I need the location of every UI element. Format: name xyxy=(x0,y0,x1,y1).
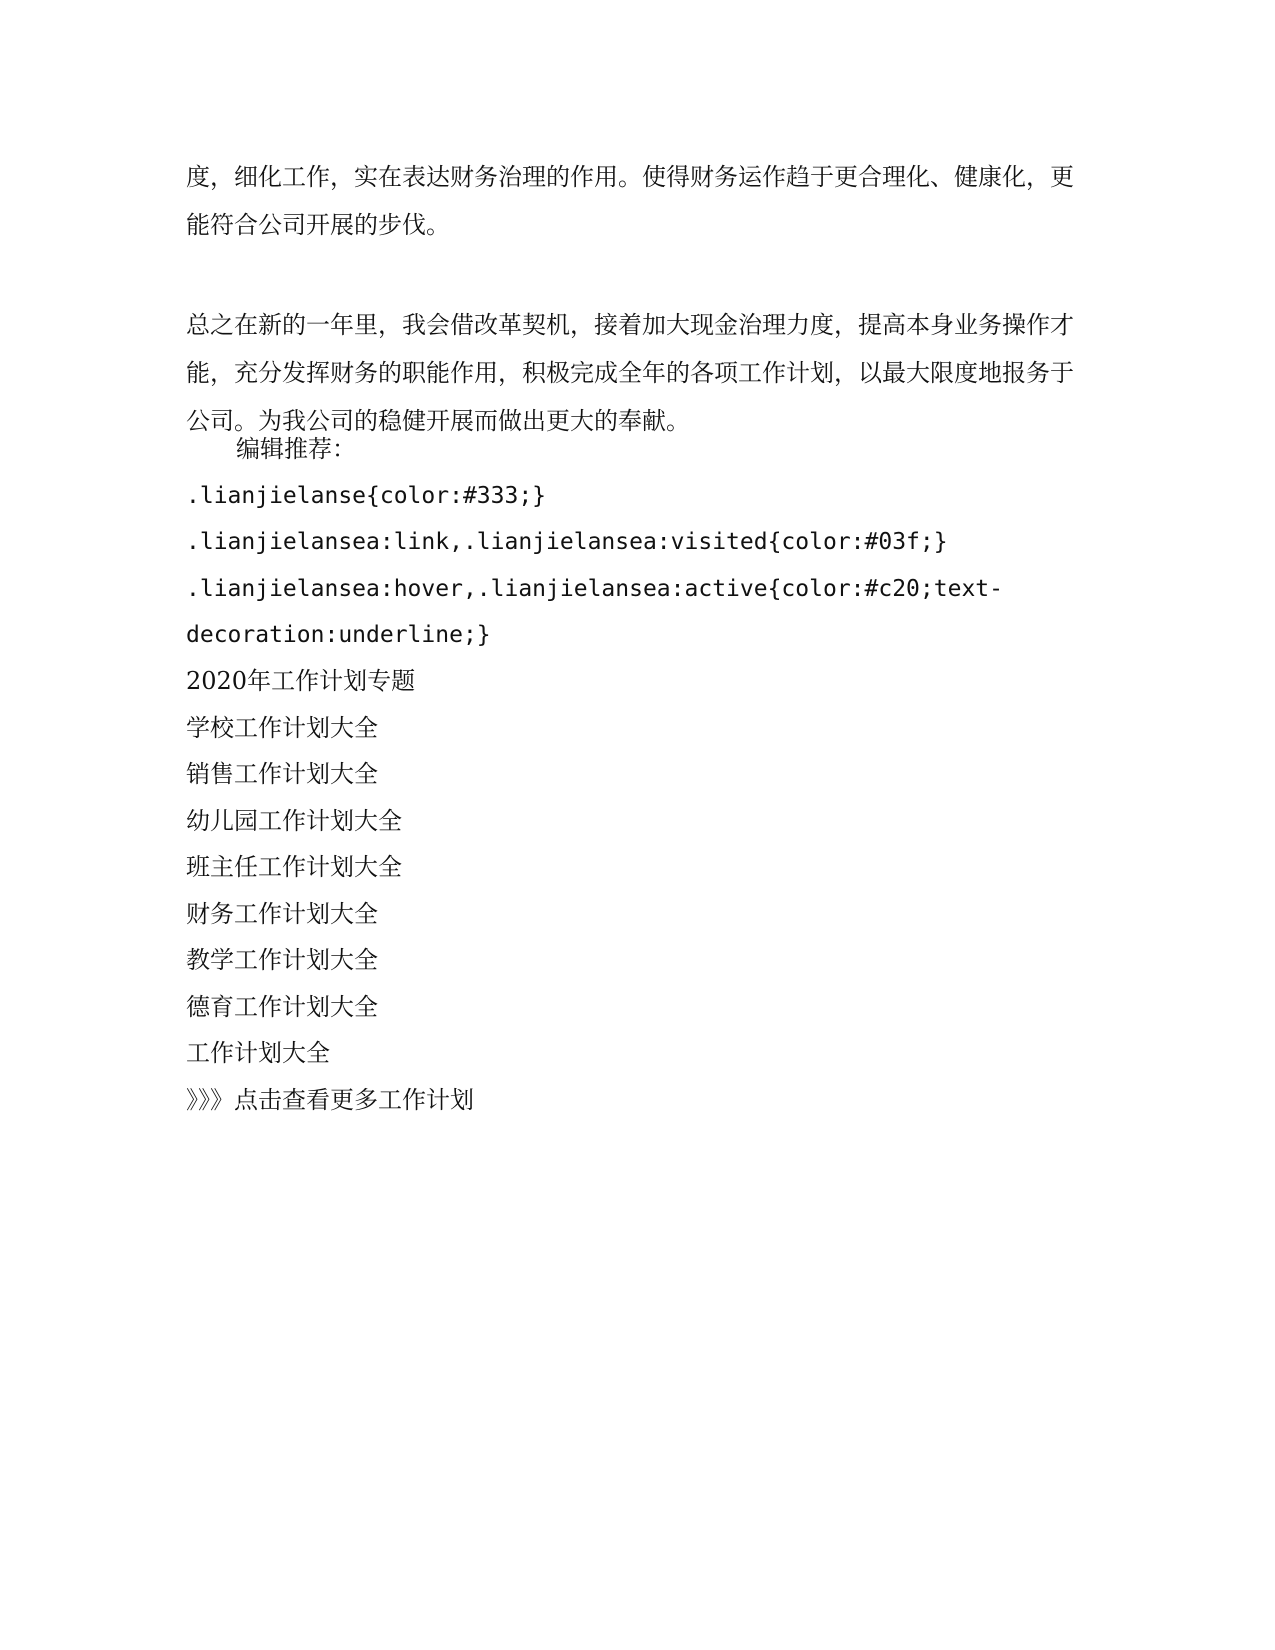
recommend-heading: 编辑推荐： xyxy=(236,435,356,463)
css-line-4: decoration:underline;} xyxy=(186,622,491,648)
link-teaching-plan[interactable]: 教学工作计划大全 xyxy=(186,946,378,974)
link-2020-plan-topic[interactable]: 2020年工作计划专题 xyxy=(186,667,416,695)
paragraph-finance-closing: 度，细化工作，实在表达财务治理的作用。使得财务运作趋于更合理化、健康化，更能符合公司开展的步伐。 xyxy=(186,163,1074,239)
css-line-1: .lianjielanse{color:#333;} xyxy=(186,483,547,509)
paragraph-summary: 总之在新的一年里，我会借改革契机，接着加大现金治理力度，提高本身业务操作才能，充分发挥财务的职能作用，积极完成全年的各项工作计划，以最大限度地报务于公司。为我公司的稳健开展而做出更大的奉献。 xyxy=(186,311,1074,435)
link-more-plans[interactable]: 》》》点击查看更多工作计划 xyxy=(186,1086,474,1114)
link-school-plan[interactable]: 学校工作计划大全 xyxy=(186,714,378,742)
css-line-2: .lianjielansea:link,.lianjielansea:visited{color:#03f;} xyxy=(186,529,948,555)
link-sales-plan[interactable]: 销售工作计划大全 xyxy=(186,760,378,788)
link-work-plan[interactable]: 工作计划大全 xyxy=(186,1039,330,1067)
link-moral-education-plan[interactable]: 德育工作计划大全 xyxy=(186,993,378,1021)
link-head-teacher-plan[interactable]: 班主任工作计划大全 xyxy=(186,853,402,881)
link-kindergarten-plan[interactable]: 幼儿园工作计划大全 xyxy=(186,807,402,835)
link-finance-plan[interactable]: 财务工作计划大全 xyxy=(186,900,378,928)
css-line-3: .lianjielansea:hover,.lianjielansea:active{color:#c20;text- xyxy=(186,576,1003,602)
